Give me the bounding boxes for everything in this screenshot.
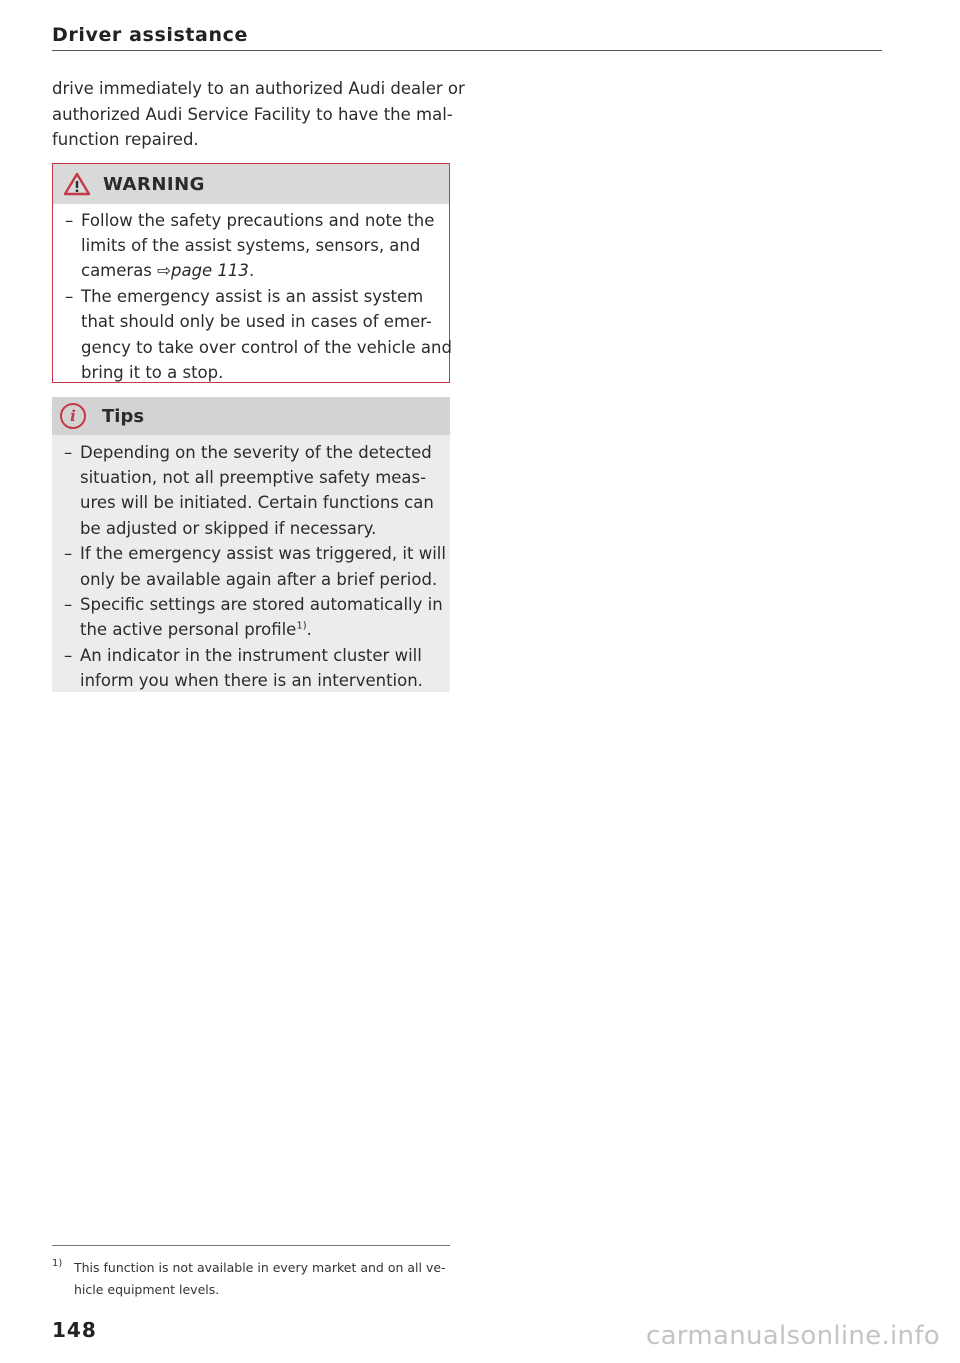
list-item <box>64 440 450 541</box>
item-line <box>81 258 449 283</box>
item-line: limits of the assist systems, sensors, and <box>81 236 421 256</box>
footnote-line: This function is not available in every market and on all ve- <box>74 1260 446 1275</box>
item-line: ures will be initiated. Certain functions can <box>80 493 434 513</box>
page-number: 148 <box>52 1318 97 1342</box>
footnote-line: hicle equipment levels. <box>74 1282 220 1297</box>
item-text: the active personal profile <box>80 620 297 640</box>
intro-line: authorized Audi Service Facility to have the mal- <box>52 104 453 124</box>
warning-label: WARNING <box>103 173 205 195</box>
section-title: Driver assistance <box>52 24 248 46</box>
footnote-text <box>52 1257 462 1301</box>
item-line: be adjusted or skipped if necessary. <box>80 518 377 538</box>
list-item <box>64 643 450 693</box>
item-line: only be available again after a brief period. <box>80 569 438 589</box>
item-line: – An indicator in the instrument cluster will <box>80 646 422 666</box>
item-text: . <box>248 261 255 281</box>
intro-paragraph <box>52 76 465 153</box>
list-item <box>65 208 449 284</box>
warning-list <box>53 204 452 385</box>
intro-line: function repaired. <box>52 130 199 149</box>
list-item <box>65 284 452 385</box>
tips-list <box>52 435 450 694</box>
intro-line: drive immediately to an authorized Audi dealer or <box>52 79 465 98</box>
item-line: – If the emergency assist was triggered, it will <box>80 544 446 564</box>
item-line: that should only be used in cases of emer- <box>81 312 432 332</box>
warning-box <box>52 163 450 383</box>
watermark: carmanualsonline.info <box>645 1321 940 1351</box>
item-line: gency to take over control of the vehicle and <box>81 337 452 357</box>
footnote-divider <box>52 1245 450 1246</box>
warning-header <box>53 164 449 204</box>
page-reference-text: page 113 <box>170 261 249 281</box>
warning-triangle-icon <box>63 172 91 196</box>
info-icon: i <box>60 403 86 429</box>
footnote <box>52 1257 462 1301</box>
item-line: – Specific settings are stored automatically in <box>80 595 443 615</box>
item-line: – Follow the safety precautions and note the <box>81 211 435 230</box>
footnote-reference[interactable]: 1) <box>296 620 307 632</box>
page-reference-link[interactable] <box>157 261 249 280</box>
item-line <box>80 617 450 642</box>
item-text: . <box>306 620 312 640</box>
arrow-right-icon: ⇨ <box>157 261 171 281</box>
tips-box <box>52 397 450 692</box>
footnote-mark: 1) <box>52 1258 63 1269</box>
item-line: situation, not all preemptive safety meas- <box>80 468 427 488</box>
list-item <box>64 541 450 591</box>
tips-header <box>52 397 450 435</box>
list-item <box>64 592 450 642</box>
header-divider <box>52 50 882 51</box>
item-line: – Depending on the severity of the detected <box>80 443 432 462</box>
item-line: inform you when there is an intervention. <box>80 671 423 691</box>
tips-label: Tips <box>102 405 145 427</box>
item-text: cameras <box>81 261 158 281</box>
item-line: bring it to a stop. <box>81 362 224 382</box>
item-line: – The emergency assist is an assist system <box>81 287 424 307</box>
